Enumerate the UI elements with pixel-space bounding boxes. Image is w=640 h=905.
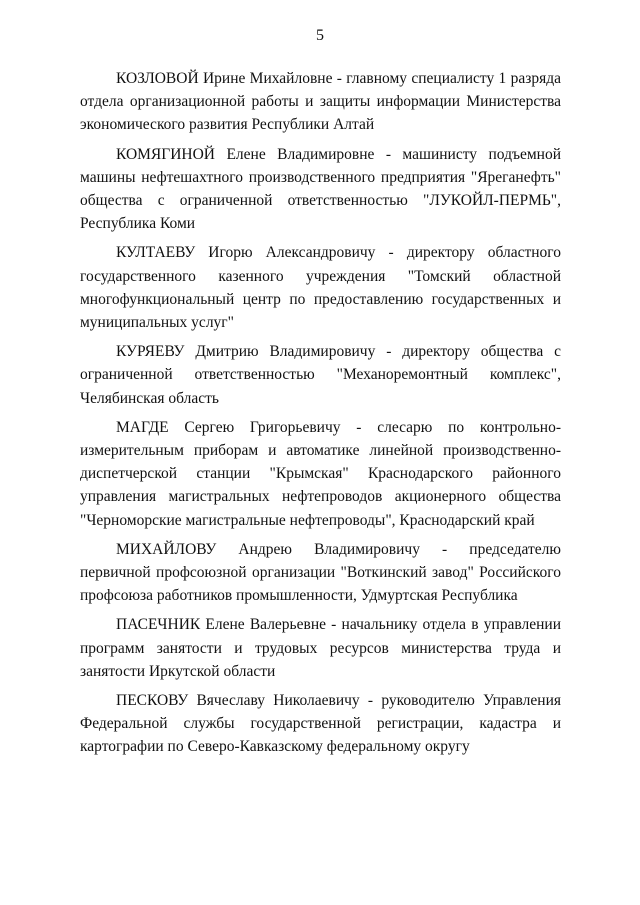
award-entry-mikhaylov: МИХАЙЛОВУ Андрею Владимировичу - председателю первичной профсоюзной организации "Воткинский завод" Российского профсоюза работников промышленности, Удмуртская Республика [80, 540, 561, 605]
award-entry-kuryaev: КУРЯЕВУ Дмитрию Владимировичу - директору общества с ограниченной ответственностью "Механоремонтный комплекс", Челябинская область [80, 343, 561, 407]
award-entry-magda: МАГДЕ Сергею Григорьевичу - слесарю по контрольно-измерительным приборам и автоматике линейной производственно-диспетчерской станции "Крымская" Краснодарского районного управления магистральных нефтепроводов акционерного общества "Черноморские магистральные нефтепроводы", Краснодарский край [80, 418, 561, 529]
award-entry-peskov: ПЕСКОВУ Вячеславу Николаевичу - руководителю Управления Федеральной службы государственной регистрации, кадастра и картографии по Северо-Кавказскому федеральному округу [80, 692, 561, 756]
award-entry-kozlova: КОЗЛОВОЙ Ирине Михайловне - главному специалисту 1 разряда отдела организационной работы и защиты информации Министерства экономического развития Республики Алтай [80, 70, 561, 134]
award-entry-pasechnik: ПАСЕЧНИК Елене Валерьевне - начальнику отдела в управлении программ занятости и трудовых ресурсов министерства труда и занятости Иркутской области [80, 616, 561, 680]
award-list [80, 67, 561, 765]
award-entry-kultaev: КУЛТАЕВУ Игорю Александровичу - директору областного государственного казенного учреждения "Томский областной многофункциональный центр по предоставлению государственных и муниципальных услуг" [80, 244, 561, 332]
page-number: 5 [316, 27, 324, 44]
award-entry-komyagina: КОМЯГИНОЙ Елене Владимировне - машинисту подъемной машины нефтешахтного производственного предприятия "Яреганефть" общества с ограниченной ответственностью "ЛУКОЙЛ-ПЕРМЬ", Республика Коми [80, 145, 561, 233]
